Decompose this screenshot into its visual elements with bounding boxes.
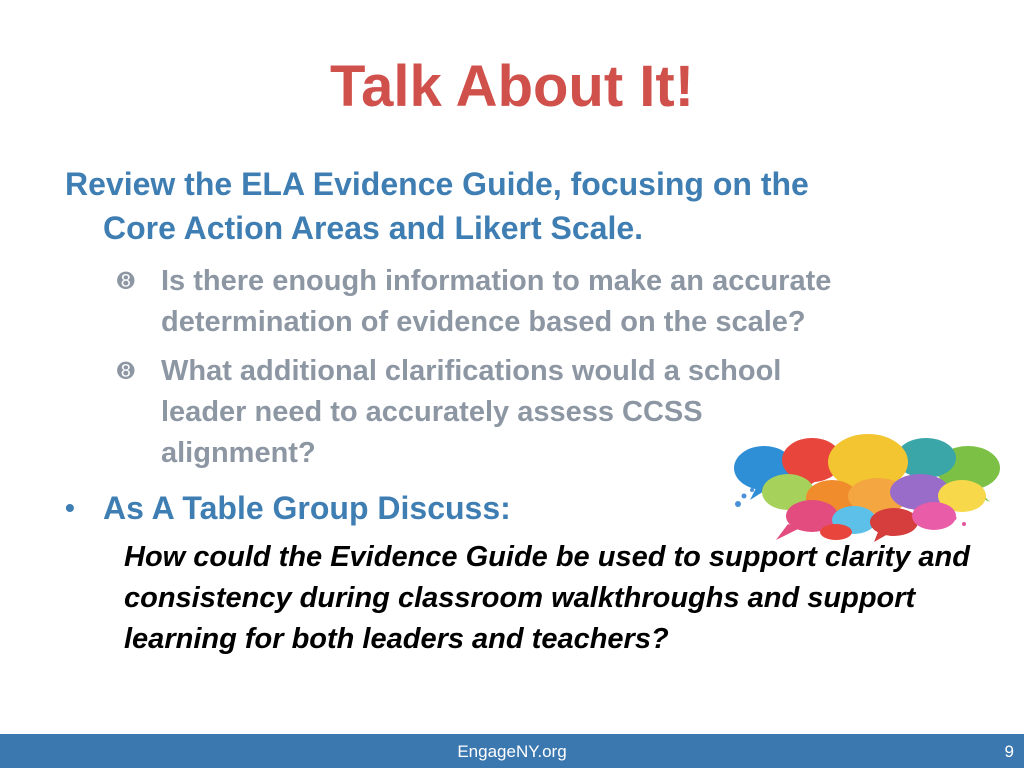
slide-title: Talk About It! — [329, 54, 695, 119]
bullet-dot-icon: • — [65, 492, 75, 523]
sub-bullet-marker-icon: ➑ — [117, 269, 135, 293]
intro-line-1: Review the ELA Evidence Guide, focusing on the — [65, 166, 809, 202]
intro-paragraph — [65, 162, 975, 250]
sub-bullet-1-text: Is there enough information to make an accurate determination of evidence based on the scale? — [161, 265, 832, 338]
sub-bullet-1 — [117, 261, 977, 343]
page-number: 9 — [1004, 742, 1014, 761]
discuss-bullet — [65, 486, 765, 530]
discussion-question: How could the Evidence Guide be used to support clarity and consistency during classroom walkthroughs and support learning for both leaders and teachers? — [124, 541, 970, 655]
speech-bubbles-icon — [728, 432, 1002, 542]
sub-bullet-2-text: What additional clarifications would a school leader need to accurately assess CCSS alignment? — [161, 355, 782, 469]
sub-bullet-2 — [117, 351, 817, 474]
footer-bar — [0, 734, 1024, 768]
sub-bullet-marker-icon: ➑ — [117, 359, 135, 383]
discuss-heading: As A Table Group Discuss: — [103, 490, 511, 526]
intro-line-2: Core Action Areas and Likert Scale. — [103, 210, 644, 246]
footer-site: EngageNY.org — [457, 742, 567, 761]
